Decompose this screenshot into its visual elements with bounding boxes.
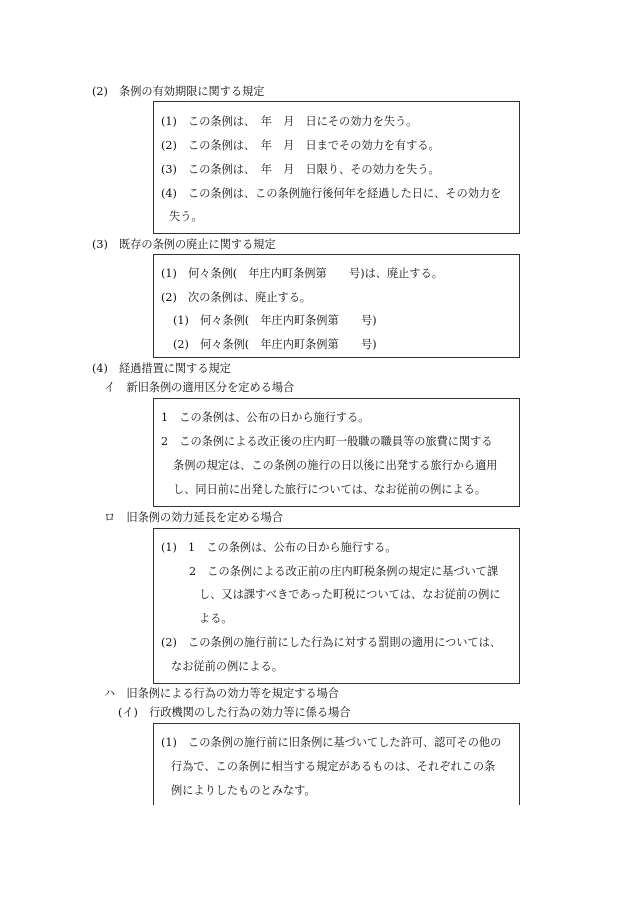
provision-box-extension xyxy=(153,528,520,684)
provision-line: (1) 1 この条例は、公布の日から施行する。 xyxy=(161,541,397,554)
provision-line: (2) この条例は、 年 月 日までその効力を有する。 xyxy=(161,139,440,152)
provision-line: (1) この条例の施行前に旧条例に基づいてした許可、認可その他の xyxy=(161,736,502,749)
provision-line: 行為で、この条例に相当する規定があるものは、それぞれこの条 xyxy=(171,760,496,773)
provision-line: 2 この条例による改正前の庄内町税条例の規定に基づいて課 xyxy=(189,565,499,578)
section-heading-3: (3) 既存の条例の廃止に関する規定 xyxy=(92,238,276,251)
provision-line: 2 この条例による改正後の庄内町一般職の職員等の旅費に関する xyxy=(161,435,493,448)
subsubsection-heading-i: (イ) 行政機関のした行為の効力等に係る場合 xyxy=(118,706,351,719)
subsection-heading-ha: ハ 旧条例による行為の効力等を規定する場合 xyxy=(104,687,339,700)
section-heading-4: (4) 経過措置に関する規定 xyxy=(92,362,231,375)
provision-line: し、又は課すべきであった町税については、なお従前の例に xyxy=(199,588,501,601)
provision-line: (1) 何々条例( 年庄内町条例第 号)は、廃止する。 xyxy=(161,267,443,280)
provision-box-application xyxy=(153,398,520,507)
provision-line: (2) 次の条例は、廃止する。 xyxy=(161,291,312,304)
provision-line: 例によりしたものとみなす。 xyxy=(171,784,316,797)
provision-line: し、同日前に出発した旅行については、なお従前の例による。 xyxy=(173,483,487,496)
provision-line: (2) この条例の施行前にした行為に対する罰則の適用については、 xyxy=(161,636,502,649)
provision-line: (4) この条例は、この条例施行後何年を経過した日に、その効力を xyxy=(161,187,502,200)
provision-line: 失う。 xyxy=(169,210,203,223)
provision-line: なお従前の例による。 xyxy=(171,660,283,673)
subsection-heading-i: イ 新旧条例の適用区分を定める場合 xyxy=(104,381,295,394)
provision-line: (2) 何々条例( 年庄内町条例第 号) xyxy=(173,338,377,351)
provision-box-effect xyxy=(153,723,520,805)
provision-line: (1) この条例は、 年 月 日にその効力を失う。 xyxy=(161,115,418,128)
provision-line: よる。 xyxy=(199,612,233,625)
provision-line: 条例の規定は、この条例の施行の日以後に出発する旅行から適用 xyxy=(173,459,498,472)
provision-line: (3) この条例は、 年 月 日限り、その効力を失う。 xyxy=(161,163,440,176)
provision-box-expiry xyxy=(153,101,520,234)
subsection-heading-ro: ロ 旧条例の効力延長を定める場合 xyxy=(104,511,284,524)
provision-box-repeal xyxy=(153,254,520,358)
section-heading-2: (2) 条例の有効期限に関する規定 xyxy=(92,85,265,98)
provision-line: 1 この条例は、公布の日から施行する。 xyxy=(161,411,370,424)
provision-line: (1) 何々条例( 年庄内町条例第 号) xyxy=(173,314,377,327)
